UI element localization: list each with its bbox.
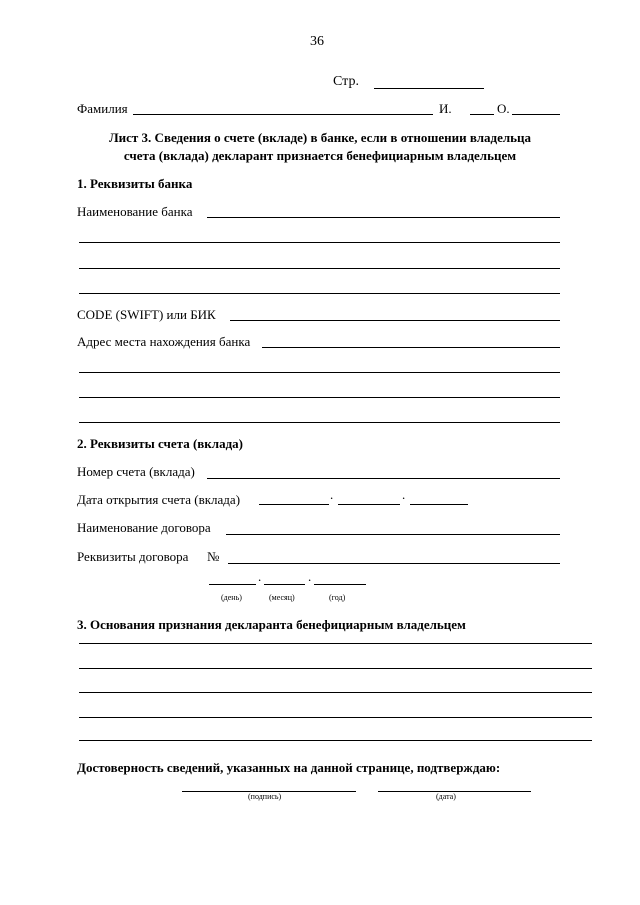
surname-field[interactable] [133, 114, 433, 115]
year-caption: (год) [329, 593, 346, 602]
number-sign: № [207, 549, 220, 564]
bank-name-line-4[interactable] [79, 293, 560, 294]
swift-field[interactable] [230, 320, 560, 321]
open-date-day-field[interactable] [259, 504, 329, 505]
basis-line-3[interactable] [79, 692, 592, 693]
contract-number-field[interactable] [228, 563, 560, 564]
contract-name-label: Наименование договора [77, 520, 211, 535]
open-date-separator-2: . [402, 487, 406, 502]
day-caption: (день) [221, 593, 242, 602]
sheet-title-line-2: счета (вклада) декларант признается бенефициарным владельцем [123, 148, 517, 163]
bank-name-line-3[interactable] [79, 268, 560, 269]
open-date-month-field[interactable] [338, 504, 400, 505]
page-label: Стр. [333, 74, 359, 89]
bank-name-field[interactable] [207, 217, 560, 218]
initial-i-field[interactable] [470, 114, 494, 115]
initial-i-label: И. [439, 101, 452, 116]
contract-date-separator-1: . [258, 569, 262, 584]
page-field[interactable] [374, 88, 484, 89]
bank-address-field[interactable] [262, 347, 560, 348]
open-date-separator-1: . [330, 487, 334, 502]
signature-caption: (подпись) [248, 792, 282, 801]
bank-name-line-2[interactable] [79, 242, 560, 243]
open-date-year-field[interactable] [410, 504, 468, 505]
section-1-heading: 1. Реквизиты банка [77, 176, 193, 191]
contract-name-field[interactable] [226, 534, 560, 535]
contract-date-separator-2: . [308, 569, 312, 584]
initial-o-field[interactable] [512, 114, 560, 115]
contract-date-month-field[interactable] [264, 584, 305, 585]
basis-line-5[interactable] [79, 740, 592, 741]
bank-address-line-2[interactable] [79, 372, 560, 373]
bank-name-label: Наименование банка [77, 204, 193, 219]
basis-line-4[interactable] [79, 717, 592, 718]
date-caption: (дата) [436, 792, 456, 801]
page-number: 36 [310, 34, 324, 49]
contract-date-year-field[interactable] [314, 584, 366, 585]
initial-o-label: О. [497, 101, 510, 116]
account-number-field[interactable] [207, 478, 560, 479]
bank-address-line-3[interactable] [79, 397, 560, 398]
contract-details-label: Реквизиты договора [77, 549, 189, 564]
open-date-label: Дата открытия счета (вклада) [77, 492, 241, 507]
swift-label: CODE (SWIFT) или БИК [77, 307, 216, 322]
basis-line-1[interactable] [79, 643, 592, 644]
bank-address-label: Адрес места нахождения банка [77, 334, 251, 349]
account-number-label: Номер счета (вклада) [77, 464, 195, 479]
confirmation-text: Достоверность сведений, указанных на данной странице, подтверждаю: [77, 760, 501, 775]
bank-address-line-4[interactable] [79, 422, 560, 423]
surname-label: Фамилия [77, 101, 128, 116]
basis-line-2[interactable] [79, 668, 592, 669]
section-2-heading: 2. Реквизиты счета (вклада) [77, 436, 243, 451]
sheet-title-line-1: Лист 3. Сведения о счете (вкладе) в банке, если в отношении владельца [108, 130, 532, 145]
contract-date-day-field[interactable] [209, 584, 256, 585]
month-caption: (месяц) [269, 593, 295, 602]
section-3-heading: 3. Основания признания декларанта бенефициарным владельцем [77, 617, 466, 632]
